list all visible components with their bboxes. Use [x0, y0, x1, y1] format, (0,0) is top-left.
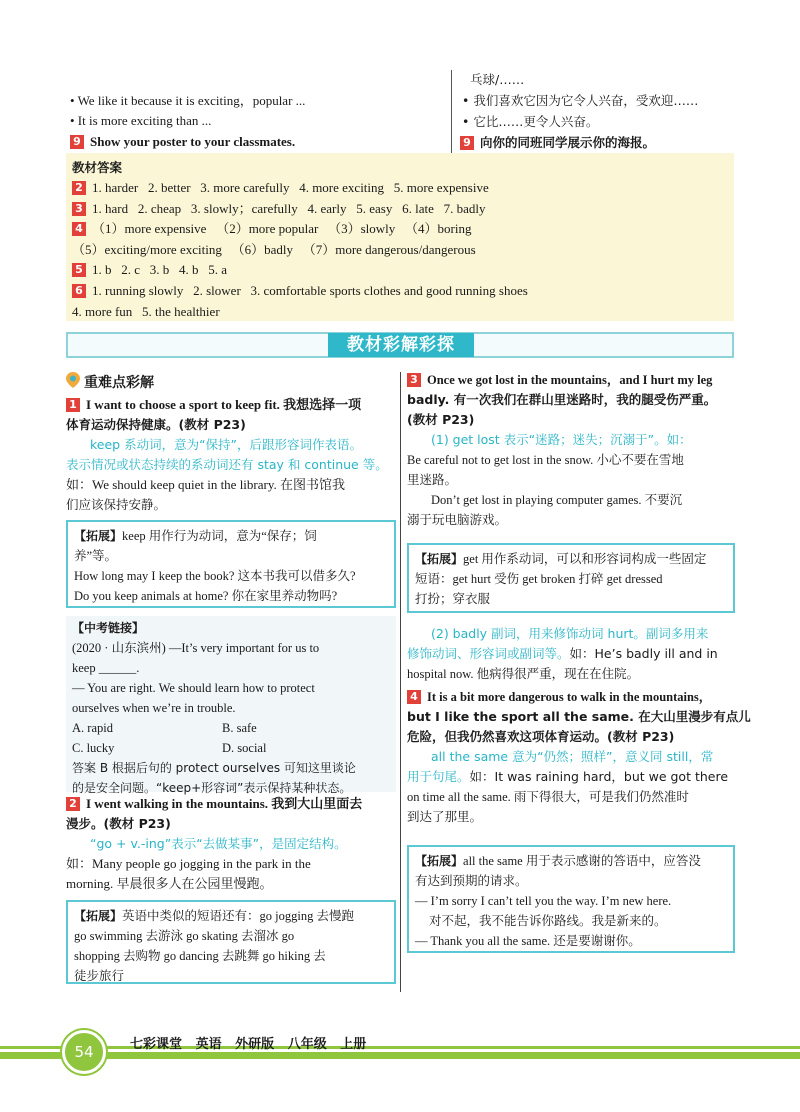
answer-row	[72, 178, 528, 199]
top-en-line1: • We like it because it is exciting，popular ...	[70, 93, 306, 108]
tuozhan-text: 打扮；穿衣服	[415, 592, 491, 606]
point-4-example0: 如：It was raining hard，but we got there	[469, 769, 729, 784]
section-title: 重难点彩解	[84, 375, 154, 391]
answer-row	[72, 281, 528, 302]
tuozhan-tag: 【拓展】	[74, 529, 123, 543]
point-2-head: I went walking in the mountains. 我到大山里面去	[86, 796, 363, 811]
option-d: D. social	[222, 741, 267, 755]
point-1	[66, 395, 396, 515]
answer-number-badge: 6	[72, 284, 86, 298]
answer-text: 1. running slowly 2. slower 3. comfortable sports clothes and good running shoes	[92, 282, 528, 298]
answers-list	[72, 178, 528, 322]
answer-number-badge: 4	[72, 222, 86, 236]
point-2-example: 如：Many people go jogging in the park in the	[66, 856, 311, 871]
tuozhan-box-2	[66, 900, 396, 984]
tuozhan-text: go swimming 去游泳 go skating 去溜冰 go	[74, 929, 295, 943]
point-3-example3: Don’t get lost in playing computer games. 不要沉	[431, 493, 683, 507]
tuozhan-text: shopping 去购物 go dancing 去跳舞 go hiking 去	[74, 949, 326, 963]
footer-rule	[0, 1046, 800, 1049]
tuozhan-tag: 【拓展】	[74, 909, 123, 923]
point-1-head2: 体育运动保持健康。(教材 P23)	[66, 417, 246, 432]
answer-row	[72, 219, 528, 240]
answer-row	[72, 260, 528, 281]
question-line: ourselves when we’re in trouble.	[72, 701, 236, 715]
tuozhan-text: 有达到预期的请求。	[415, 874, 528, 888]
point-4-example: on time all the same. 雨下得很大，可是我们仍然准时	[407, 790, 689, 804]
answer-row	[72, 240, 528, 261]
point-3-head3: (教材 P23)	[407, 412, 475, 427]
task-number-badge: 9	[70, 135, 84, 149]
question-line: (2020 · 山东滨州) —It’s very important for us to	[72, 641, 320, 655]
column-divider	[400, 372, 401, 992]
point-1-explanation: keep 系动词，意为“保持”，后跟形容词作表语。	[90, 437, 363, 452]
tuozhan-text: — I’m sorry I can’t tell you the way. I’m new here.	[415, 894, 672, 908]
option-c: C. lucky	[72, 741, 115, 755]
tuozhan-text: 短语：get hurt 受伤 get broken 打碎 get dressed	[415, 572, 663, 586]
point-4-badge: 4	[407, 690, 421, 704]
tuozhan-text: Do you keep animals at home? 你在家里养动物吗?	[74, 589, 338, 603]
point-1-explanation2: 表示情况或状态持续的系动词还有 stay 和 continue 等。	[66, 457, 388, 472]
zhongkao-box	[66, 616, 396, 795]
tuozhan-text: 对不起，我不能告诉你路线。我是新来的。	[429, 914, 667, 928]
answer-text: （5）exciting/more exciting （6）badly （7）more dangerous/dangerous	[72, 241, 476, 257]
banner-title: 教材彩解彩探	[328, 333, 474, 357]
tuozhan-box-3	[407, 543, 735, 613]
point-3b-explanation2: 修饰动词、形容词或副词等。	[407, 646, 570, 661]
point-4-head: It is a bit more dangerous to walk in the mountains，	[427, 690, 712, 704]
tuozhan-box-1	[66, 520, 396, 608]
top-zh-line0: 乓球/……	[470, 72, 525, 87]
answer-row	[72, 302, 528, 323]
footer-title: 七彩课堂 英语 外研版 八年级 上册	[130, 1037, 367, 1052]
option-a: A. rapid	[72, 721, 113, 735]
point-3b-example: 如：He’s badly ill and in	[569, 646, 718, 661]
tuozhan-tag: 【拓展】	[415, 552, 464, 566]
point-4-explanation2: 用于句尾。	[407, 769, 470, 784]
point-4-head2: but I like the sport all the same. 在大山里漫步有点儿	[407, 709, 751, 724]
location-pin-icon	[66, 372, 80, 388]
tuozhan-text: 养”等。	[74, 549, 118, 563]
point-4-head3: 危险，但我仍然喜欢这项体育运动。(教材 P23)	[407, 729, 675, 744]
zhongkao-tag: 【中考链接】	[72, 621, 145, 635]
tuozhan-text: keep 用作行为动词，意为“保存；饲	[122, 529, 317, 543]
answer-number-badge: 3	[72, 202, 86, 216]
answer-text: 1. harder 2. better 3. more carefully 4. more exciting 5. more expensive	[92, 180, 489, 195]
top-en-line2: • It is more exciting than ...	[70, 113, 212, 128]
answer-number-badge: 2	[72, 181, 86, 195]
point-3b-example2: hospital now. 他病得很严重，现在在住院。	[407, 667, 640, 681]
point-1-badge: 1	[66, 398, 80, 412]
point-3b	[407, 624, 737, 684]
point-4	[407, 687, 751, 827]
point-1-example2: 们应该保持安静。	[66, 497, 167, 512]
tuozhan-text: How long may I keep the book? 这本书我可以借多久?	[74, 569, 356, 583]
point-2	[66, 794, 396, 894]
point-2-badge: 2	[66, 797, 80, 811]
answer-line: 的是安全问题。“keep+形容词”表示保持某种状态。	[72, 781, 352, 795]
point-4-example2: 到达了那里。	[407, 809, 483, 824]
point-1-head: I want to choose a sport to keep fit. 我想选择一项	[86, 397, 362, 412]
answer-line: 答案 B 根据后句的 protect ourselves 可知这里谈论	[72, 761, 356, 775]
point-3-example2: 里迷路。	[407, 472, 458, 487]
point-3	[407, 370, 737, 530]
point-2-example2: morning. 早晨很多人在公园里慢跑。	[66, 876, 273, 891]
answer-text: 1. hard 2. cheap 3. slowly；carefully 4. early 5. easy 6. late 7. badly	[92, 200, 486, 216]
point-2-head2: 漫步。(教材 P23)	[66, 816, 171, 831]
section-banner	[66, 332, 734, 358]
answer-text: 1. b 2. c 3. b 4. b 5. a	[92, 262, 228, 278]
answer-text: （1）more expensive （2）more popular （3）slowly （4）boring	[92, 221, 472, 237]
answer-number-badge: 5	[72, 263, 86, 277]
top-zh-line1: • 我们喜欢它因为它令人兴奋，受欢迎……	[462, 93, 699, 108]
column-divider-top	[451, 70, 452, 160]
answer-text: 4. more fun 5. the healthier	[72, 303, 220, 319]
point-3-head2: badly. 有一次我们在群山里迷路时，我的腿受伤严重。	[407, 392, 717, 407]
option-b: B. safe	[222, 721, 257, 735]
point-3-head: Once we got lost in the mountains，and I hurt my leg	[427, 373, 713, 387]
tuozhan-tag: 【拓展】	[415, 854, 464, 868]
point-1-example: 如：We should keep quiet in the library. 在图书馆我	[66, 477, 346, 492]
tuozhan-text: get 用作系动词，可以和形容词构成一些固定	[463, 552, 707, 566]
page-number: 54	[62, 1030, 106, 1074]
point-4-explanation: all the same 意为“仍然；照样”，意义同 still，常	[431, 749, 714, 764]
point-3-example: Be careful not to get lost in the snow. 小心不要在雪地	[407, 453, 684, 467]
point-2-explanation: “go + v.-ing”表示“去做某事”，是固定结构。	[90, 836, 347, 851]
tuozhan-text: 徒步旅行	[74, 969, 125, 983]
point-3-badge: 3	[407, 373, 421, 387]
top-zh-line2: • 它比……更令人兴奋。	[462, 114, 599, 129]
answer-row	[72, 199, 528, 220]
point-3b-explanation: (2) badly 副词，用来修饰动词 hurt。副词多用来	[431, 626, 709, 641]
tuozhan-text: — Thank you all the same. 还是要谢谢你。	[415, 934, 641, 948]
point-3-explanation: (1) get lost 表示“迷路；迷失；沉溺于”。如：	[431, 432, 692, 447]
tuozhan-box-4	[407, 845, 735, 953]
tuozhan-text: 英语中类似的短语还有：go jogging 去慢跑	[122, 909, 354, 923]
answers-box	[66, 153, 734, 321]
tuozhan-text: all the same 用于表示感谢的答语中，应答没	[463, 854, 701, 868]
question-line: — You are right. We should learn how to protect	[72, 681, 315, 695]
top-zh-task: 9 向你的同班同学展示你的海报。	[460, 133, 655, 151]
task-number-badge-zh: 9	[460, 136, 474, 150]
footer-bar	[0, 1052, 800, 1059]
top-en-task: 9 Show your poster to your classmates.	[70, 134, 295, 150]
answers-title: 教材答案	[72, 160, 123, 175]
question-blank: keep ______.	[72, 661, 140, 675]
point-3-example4: 溺于玩电脑游戏。	[407, 512, 508, 527]
